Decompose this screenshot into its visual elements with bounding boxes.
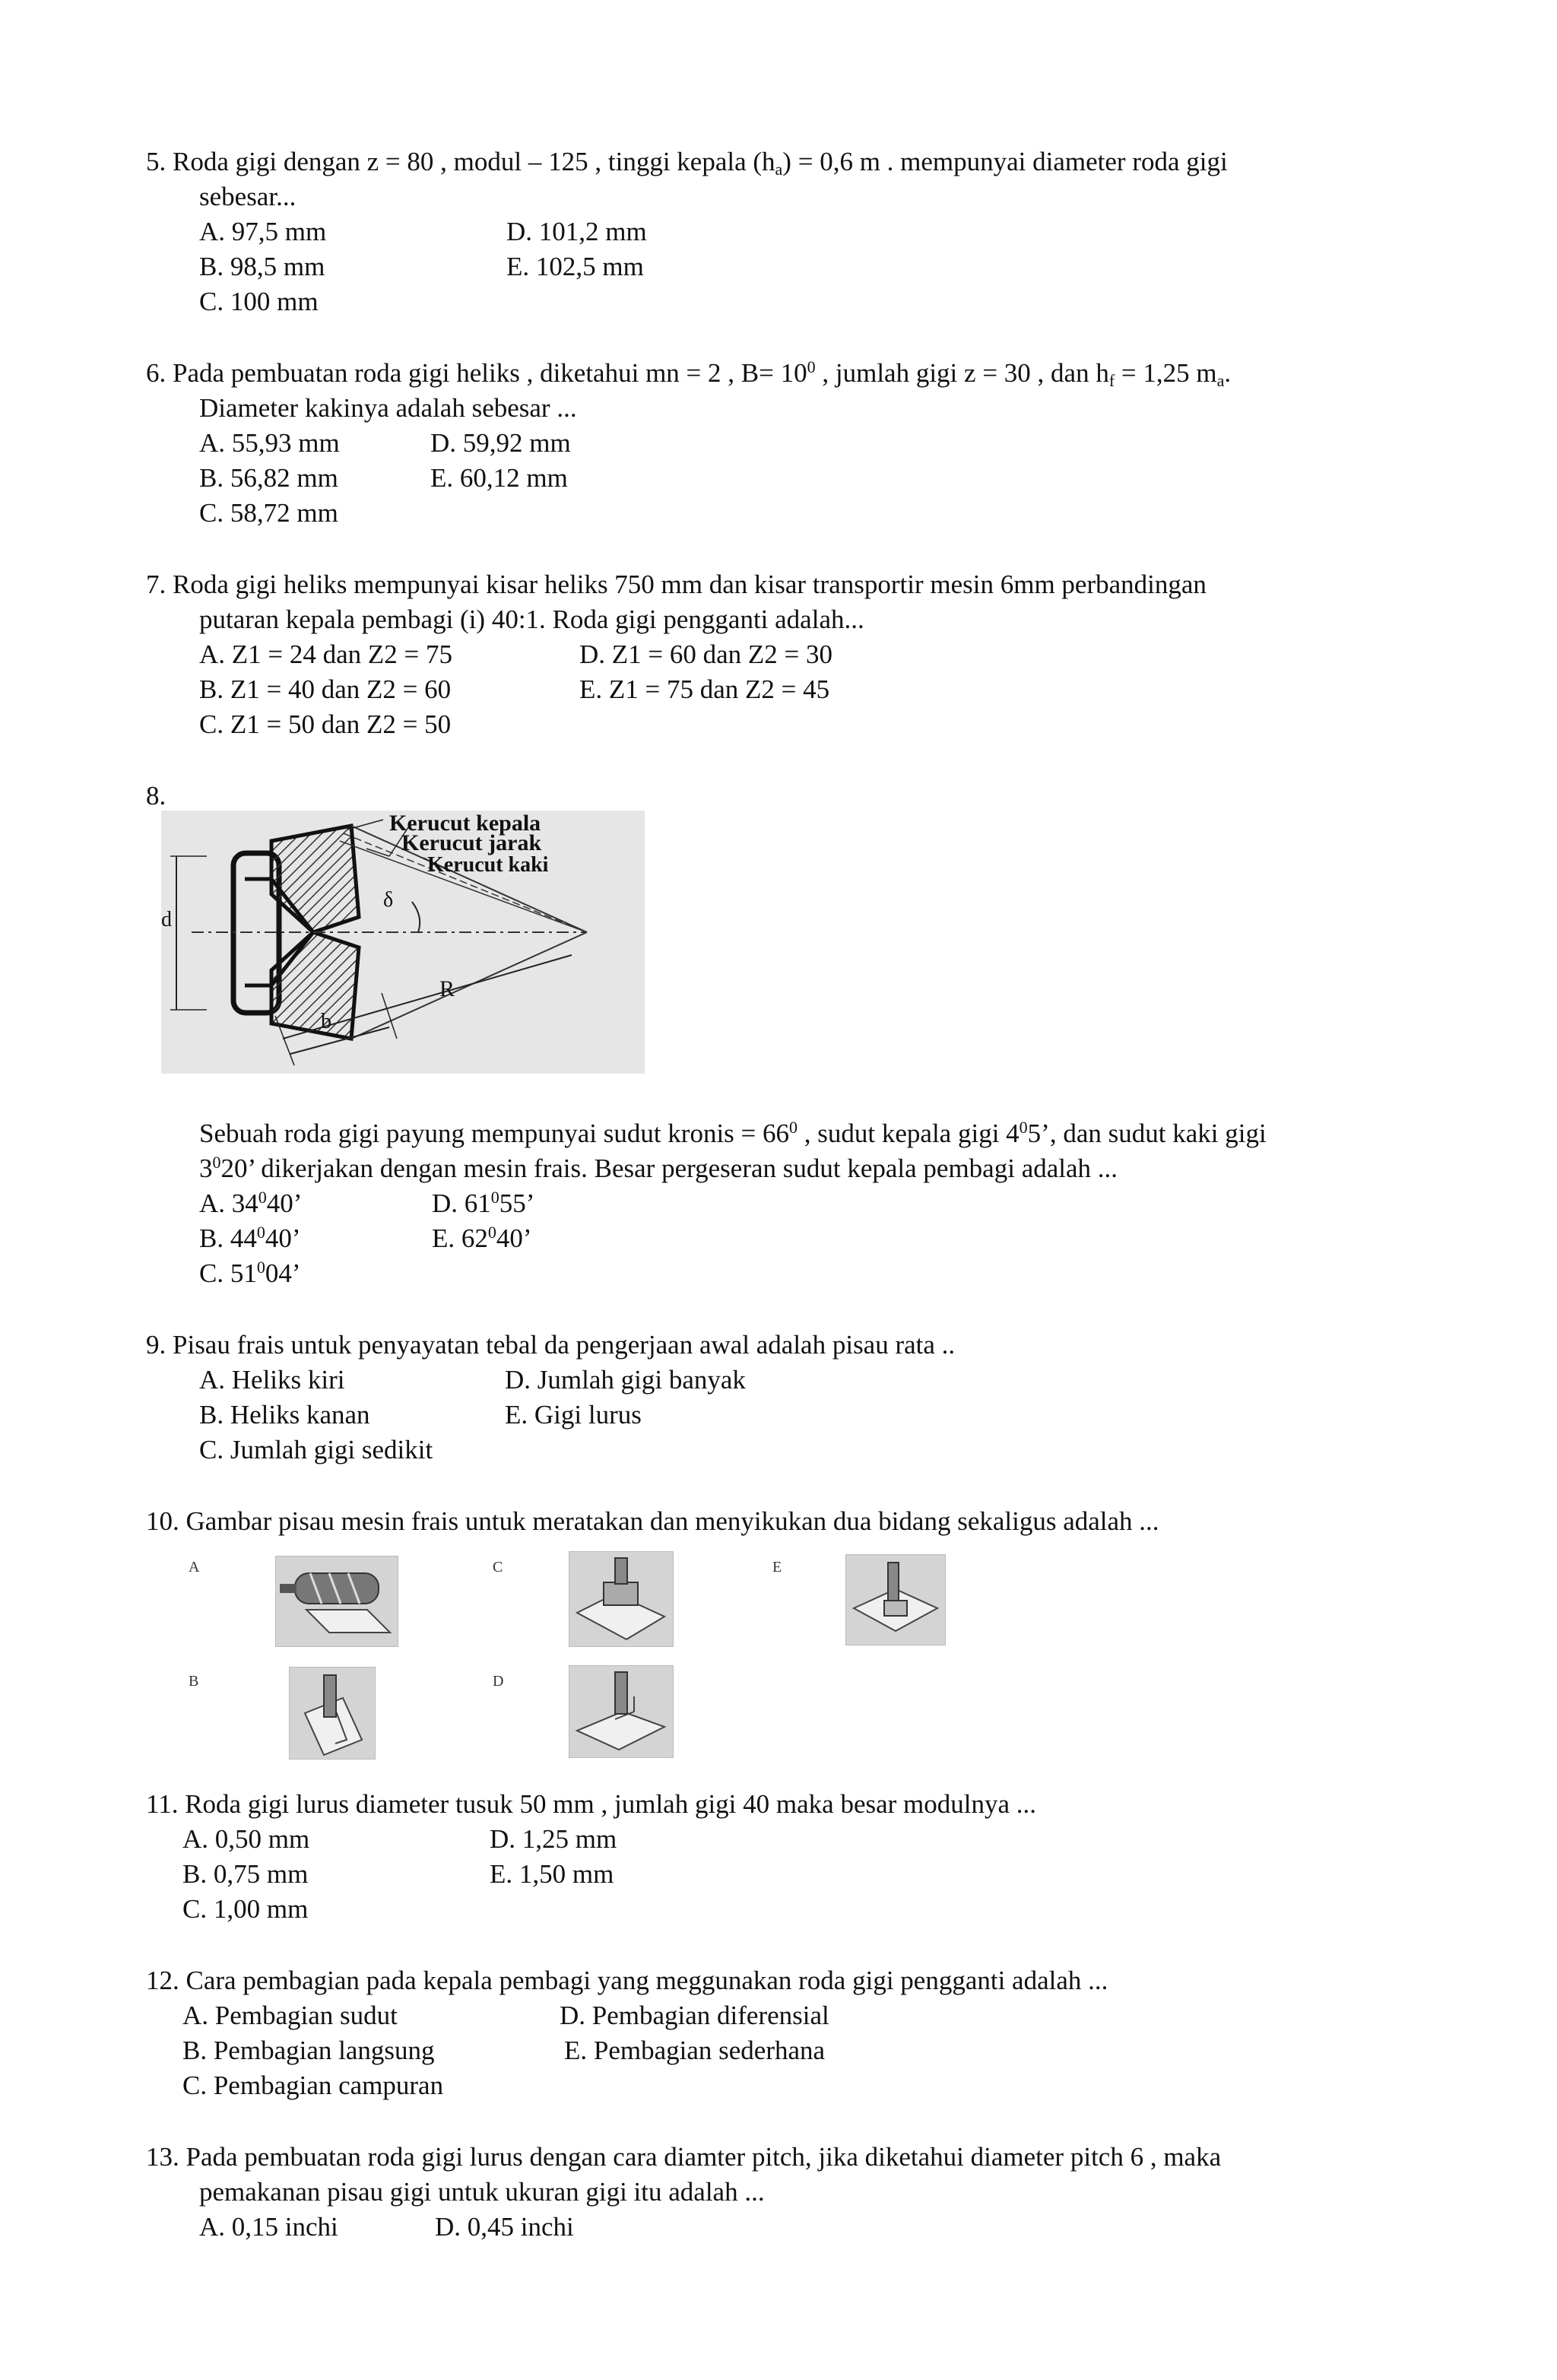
q11-option-e: E. 1,50 mm [490,1859,614,1889]
q12-option-e: E. Pembagian sederhana [564,2036,826,2065]
label-delta: δ [383,888,394,912]
milling-cutter-image-d [569,1665,674,1758]
milling-cutter-image-a [275,1556,398,1647]
q10-label-a: A [189,1559,200,1576]
q11-option-b: B. 0,75 mm [182,1859,309,1889]
q8-stem-line2: $3^020$’ dikerjakan dengan mesin frais. Besar pergeseran sudut kepala pembagi adalah ... [199,1153,1118,1183]
q6-stem-line2: Diameter kakinya adalah sebesar ... [199,393,577,423]
q8-stem-line1: Sebuah roda gigi payung mempunyai sudut kronis = $66^0$ , sudut kepala gigi $4^05$’, dan sudut kaki gigi [199,1118,1267,1148]
q6-option-a: A. 55,93 mm [199,428,340,458]
q9-option-a: A. Heliks kiri [199,1365,345,1395]
q13-stem-line2: pemakanan pisau gigi untuk ukuran gigi itu adalah ... [199,2177,765,2207]
q9-option-c: C. Jumlah gigi sedikit [199,1435,433,1464]
q5-option-a: A. 97,5 mm [199,217,327,246]
q6-option-c: C. 58,72 mm [199,498,338,528]
q12-option-a: A. Pembagian sudut [182,2001,398,2030]
label-kerucut-kepala: Kerucut kepala [389,811,541,836]
q8-option-b: B. $44^040$’ [199,1223,301,1253]
q7-option-d: D. Z1 = 60 dan Z2 = 30 [579,639,833,669]
q12-option-c: C. Pembagian campuran [182,2071,444,2100]
q11-stem: 11. Roda gigi lurus diameter tusuk 50 mm , jumlah gigi 40 maka besar modulnya ... [146,1789,1037,1819]
q11-option-a: A. 0,50 mm [182,1824,310,1854]
q6-option-e: E. 60,12 mm [430,463,568,493]
q8-option-c: C. $51^004$’ [199,1258,301,1288]
milling-cutter-image-b [289,1667,376,1760]
q8-number: 8. [146,781,166,811]
label-kerucut-kaki: Kerucut kaki [427,853,549,877]
label-r: R [439,976,455,1001]
q10-label-c: C [493,1559,503,1576]
milling-cutter-image-c [569,1551,674,1647]
q7-stem-line2: putaran kepala pembagi (i) 40:1. Roda gigi pengganti adalah... [199,605,864,634]
q10-stem: 10. Gambar pisau mesin frais untuk meratakan dan menyikukan dua bidang sekaligus adalah ... [146,1506,1159,1536]
q8-option-d: D. $61^055$’ [432,1188,535,1218]
q11-option-d: D. 1,25 mm [490,1824,617,1854]
q8-option-e: E. $62^040$’ [432,1223,532,1253]
q9-option-d: D. Jumlah gigi banyak [505,1365,746,1395]
q9-option-e: E. Gigi lurus [505,1400,642,1430]
q5-option-d: D. 101,2 mm [506,217,647,246]
q5-option-e: E. 102,5 mm [506,252,644,281]
q9-option-b: B. Heliks kanan [199,1400,370,1430]
q5-stem-line2: sebesar... [199,182,296,211]
q8-option-a: A. $34^040$’ [199,1188,303,1218]
q9-stem: 9. Pisau frais untuk penyayatan tebal da pengerjaan awal adalah pisau rata .. [146,1330,956,1360]
label-b: b [321,1010,331,1033]
q13-stem-line1: 13. Pada pembuatan roda gigi lurus dengan cara diamter pitch, jika diketahui diameter pitch 6 , maka [146,2142,1222,2172]
q6-option-b: B. 56,82 mm [199,463,338,493]
q10-label-e: E [772,1559,782,1576]
q5-option-b: B. 98,5 mm [199,252,325,281]
q6-option-d: D. 59,92 mm [430,428,571,458]
q12-option-b: B. Pembagian langsung [182,2036,435,2065]
q13-option-a: A. 0,15 inchi [199,2212,338,2242]
label-kerucut-jarak: Kerucut jarak [401,830,542,855]
q10-label-b: B [189,1673,199,1690]
q6-stem-line1: 6. Pada pembuatan roda gigi heliks , diketahui mn = 2 , $B= 10^0$ , jumlah gigi z = 30 , dan $h_f = 1,25$ $m_a$. [146,357,1232,390]
q12-stem: 12. Cara pembagian pada kepala pembagi yang meggunakan roda gigi pengganti adalah ... [146,1966,1108,1995]
label-d: d [161,908,172,931]
q7-option-b: B. Z1 = 40 dan Z2 = 60 [199,674,452,704]
q11-option-c: C. 1,00 mm [182,1894,309,1924]
q7-option-a: A. Z1 = 24 dan Z2 = 75 [199,639,453,669]
q10-label-d: D [493,1673,504,1690]
q13-option-d: D. 0,45 inchi [435,2212,574,2242]
q5-stem-line1: 5. Roda gigi dengan z = 80 , modul – 125 , tinggi kepala $(h_a) = 0,6$ m . mempunyai diameter roda gigi [146,147,1228,179]
q7-option-e: E. Z1 = 75 dan Z2 = 45 [579,674,830,704]
q7-stem-line1: 7. Roda gigi heliks mempunyai kisar heliks 750 mm dan kisar transportir mesin 6mm perbandingan [146,570,1207,599]
q5-option-c: C. 100 mm [199,287,319,316]
bevel-gear-diagram [161,811,645,1074]
q7-option-c: C. Z1 = 50 dan Z2 = 50 [199,709,452,739]
q12-option-d: D. Pembagian diferensial [560,2001,829,2030]
milling-cutter-image-e [845,1554,946,1645]
